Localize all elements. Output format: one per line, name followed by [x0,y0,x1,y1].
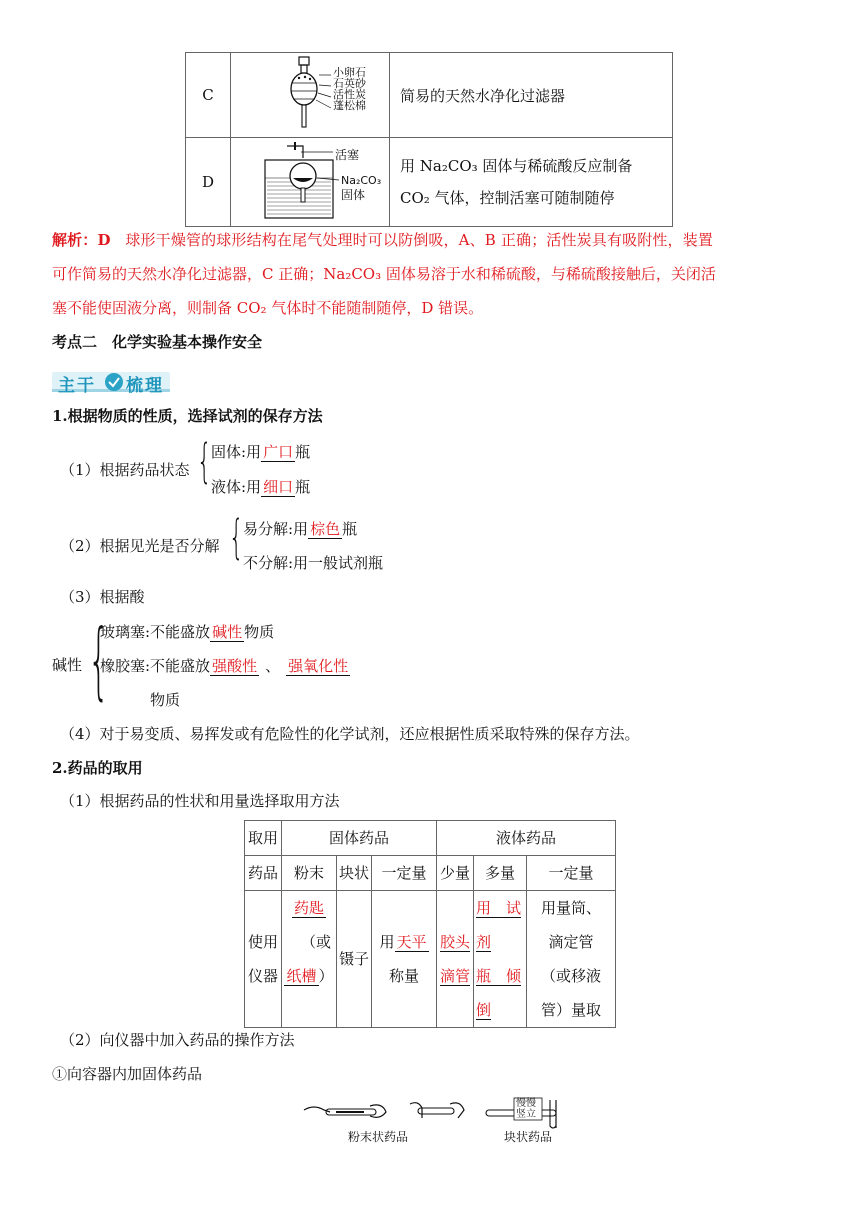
answer-pour-4: 倒 [476,1001,492,1019]
th-instrument: 使用 仪器 [245,891,282,1028]
item3-glass-stopper: 玻璃塞:不能盛放 碱性 物质 [100,623,275,641]
cell-liquid-amount: 用量筒、 滴定管 （或移液 管）量取 [527,891,616,1028]
label-block-drug: 块状药品 [504,1130,553,1144]
answer-alkaline: 碱性 [212,623,243,641]
label-na2co3: Na₂CO₃ [341,174,382,187]
item3-substance: 物质 [150,691,181,709]
brace-icon: { [197,434,212,488]
item4-text: （4）对于易变质、易挥发或有危险性的化学试剂，还应根据性质采取特殊的保存方法。 [60,725,640,743]
part2-heading: 2.药品的取用 [52,759,143,777]
analysis-text-1: 球形干燥管的球形结构在尾气处理时可以防倒吸，A、B 正确；活性炭具有吸附性，装置 [125,231,714,249]
apparatus-figure [231,138,390,227]
analysis-line-3: 塞不能使固液分离，则制备 CO₂ 气体时不能随制随停，D 错误。 [52,299,484,317]
item1-label: （1）根据药品状态 [60,461,190,479]
brace-icon: { [229,510,244,564]
item3-label: （3）根据酸 [60,588,145,606]
answer-pour-1: 用 试 [476,899,522,917]
analysis-line-1 [52,229,713,250]
option-c-desc: 简易的天然水净化过滤器 [400,86,566,105]
label-pebbles: 小卵石 [333,66,366,79]
item3-side-label: 碱性 [52,656,83,674]
cell-block: 镊子 [337,891,372,1028]
th-take: 取用 [245,821,282,856]
answer-spoon: 药匙 [293,899,324,917]
item1-liquid: 液体:用 细口 瓶 [211,478,311,496]
label-powder-drug: 粉末状药品 [348,1130,409,1144]
cell-small [437,891,474,1028]
answer-paper-trough: 纸槽 [286,967,317,985]
option-label: D [201,173,215,191]
label-cotton: 蓬松棉 [333,99,366,112]
answer-narrow-mouth: 细口 [263,478,294,496]
part1-heading: 1.根据物质的性质，选择试剂的保存方法 [52,407,323,425]
item2-decompose: 易分解:用 棕色 瓶 [243,520,358,538]
option-d-desc-line1: 用 Na₂CO₃ 固体与稀硫酸反应制备 [400,157,633,175]
th-block: 块状 [337,856,372,891]
label-upright: 竖立 [516,1109,536,1120]
answer-brown: 棕色 [310,520,341,538]
th-solid: 固体药品 [282,821,437,856]
badge-main: 主干 [58,376,96,396]
drug-taking-table [244,820,616,1028]
answer-balance: 天平 [396,933,427,951]
main-review-badge [52,370,170,394]
th-powder: 粉末 [282,856,337,891]
th-much: 多量 [474,856,527,891]
answer-wide-mouth: 广口 [263,443,294,461]
answer-strong-acid: 强酸性 [212,657,258,675]
answer-pour-3: 瓶 倾 [476,967,522,985]
option-cell [186,53,231,138]
label-activated-carbon: 活性炭 [333,88,366,101]
item2-label: （2）根据见光是否分解 [60,537,220,555]
desc-cell [390,138,673,227]
part2-sub2: （2）向仪器中加入药品的操作方法 [60,1031,295,1049]
section-title: 考点二 化学实验基本操作安全 [52,333,263,351]
cell-much [474,891,527,1028]
item3-rubber-stopper: 橡胶塞:不能盛放 强酸性 、 强氧化性 [100,657,349,675]
th-small: 少量 [437,856,474,891]
label-quartz-sand: 石英砂 [333,77,366,90]
th-drug: 药品 [245,856,282,891]
cell-powder: 药匙 （或 纸槽 ） [282,891,337,1028]
apparatus-figure [231,53,390,138]
item1-solid: 固体:用 广口 瓶 [211,443,311,461]
analysis-line-2: 可作简易的天然水净化过滤器，C 正确；Na₂CO₃ 固体易溶于水和稀硫酸，与稀硫酸接触后，关闭活 [52,265,716,283]
badge-review: 梳理 [126,376,164,396]
part2-sub3: ①向容器内加固体药品 [52,1065,203,1083]
option-label: C [202,86,214,104]
solid-loading-figure [300,1096,570,1146]
th-solid-amount: 一定量 [372,856,437,891]
part2-sub1: （1）根据药品的性状和用量选择取用方法 [60,792,340,810]
option-d-desc-line2: CO₂ 气体，控制活塞可随制随停 [400,189,615,207]
item2-no-decompose: 不分解:用一般试剂瓶 [243,554,384,572]
label-slowly: 慢慢 [516,1098,536,1109]
cell-solid-amount: 用 天平 称量 [372,891,437,1028]
analysis-label: 解析：D [52,231,111,249]
label-solid: 固体 [341,188,366,202]
answer-strong-oxidizing: 强氧化性 [288,657,349,675]
answer-pour-2: 剂 [476,933,492,951]
th-liquid-amount: 一定量 [527,856,616,891]
brace-icon: { [88,611,110,709]
th-liquid: 液体药品 [437,821,616,856]
answer-dropper-2: 滴管 [439,967,470,985]
label-stopcock: 活塞 [335,148,360,162]
answer-dropper-1: 胶头 [439,933,470,951]
apparatus-table [185,52,673,227]
desc-cell [390,53,673,138]
option-cell [186,138,231,227]
